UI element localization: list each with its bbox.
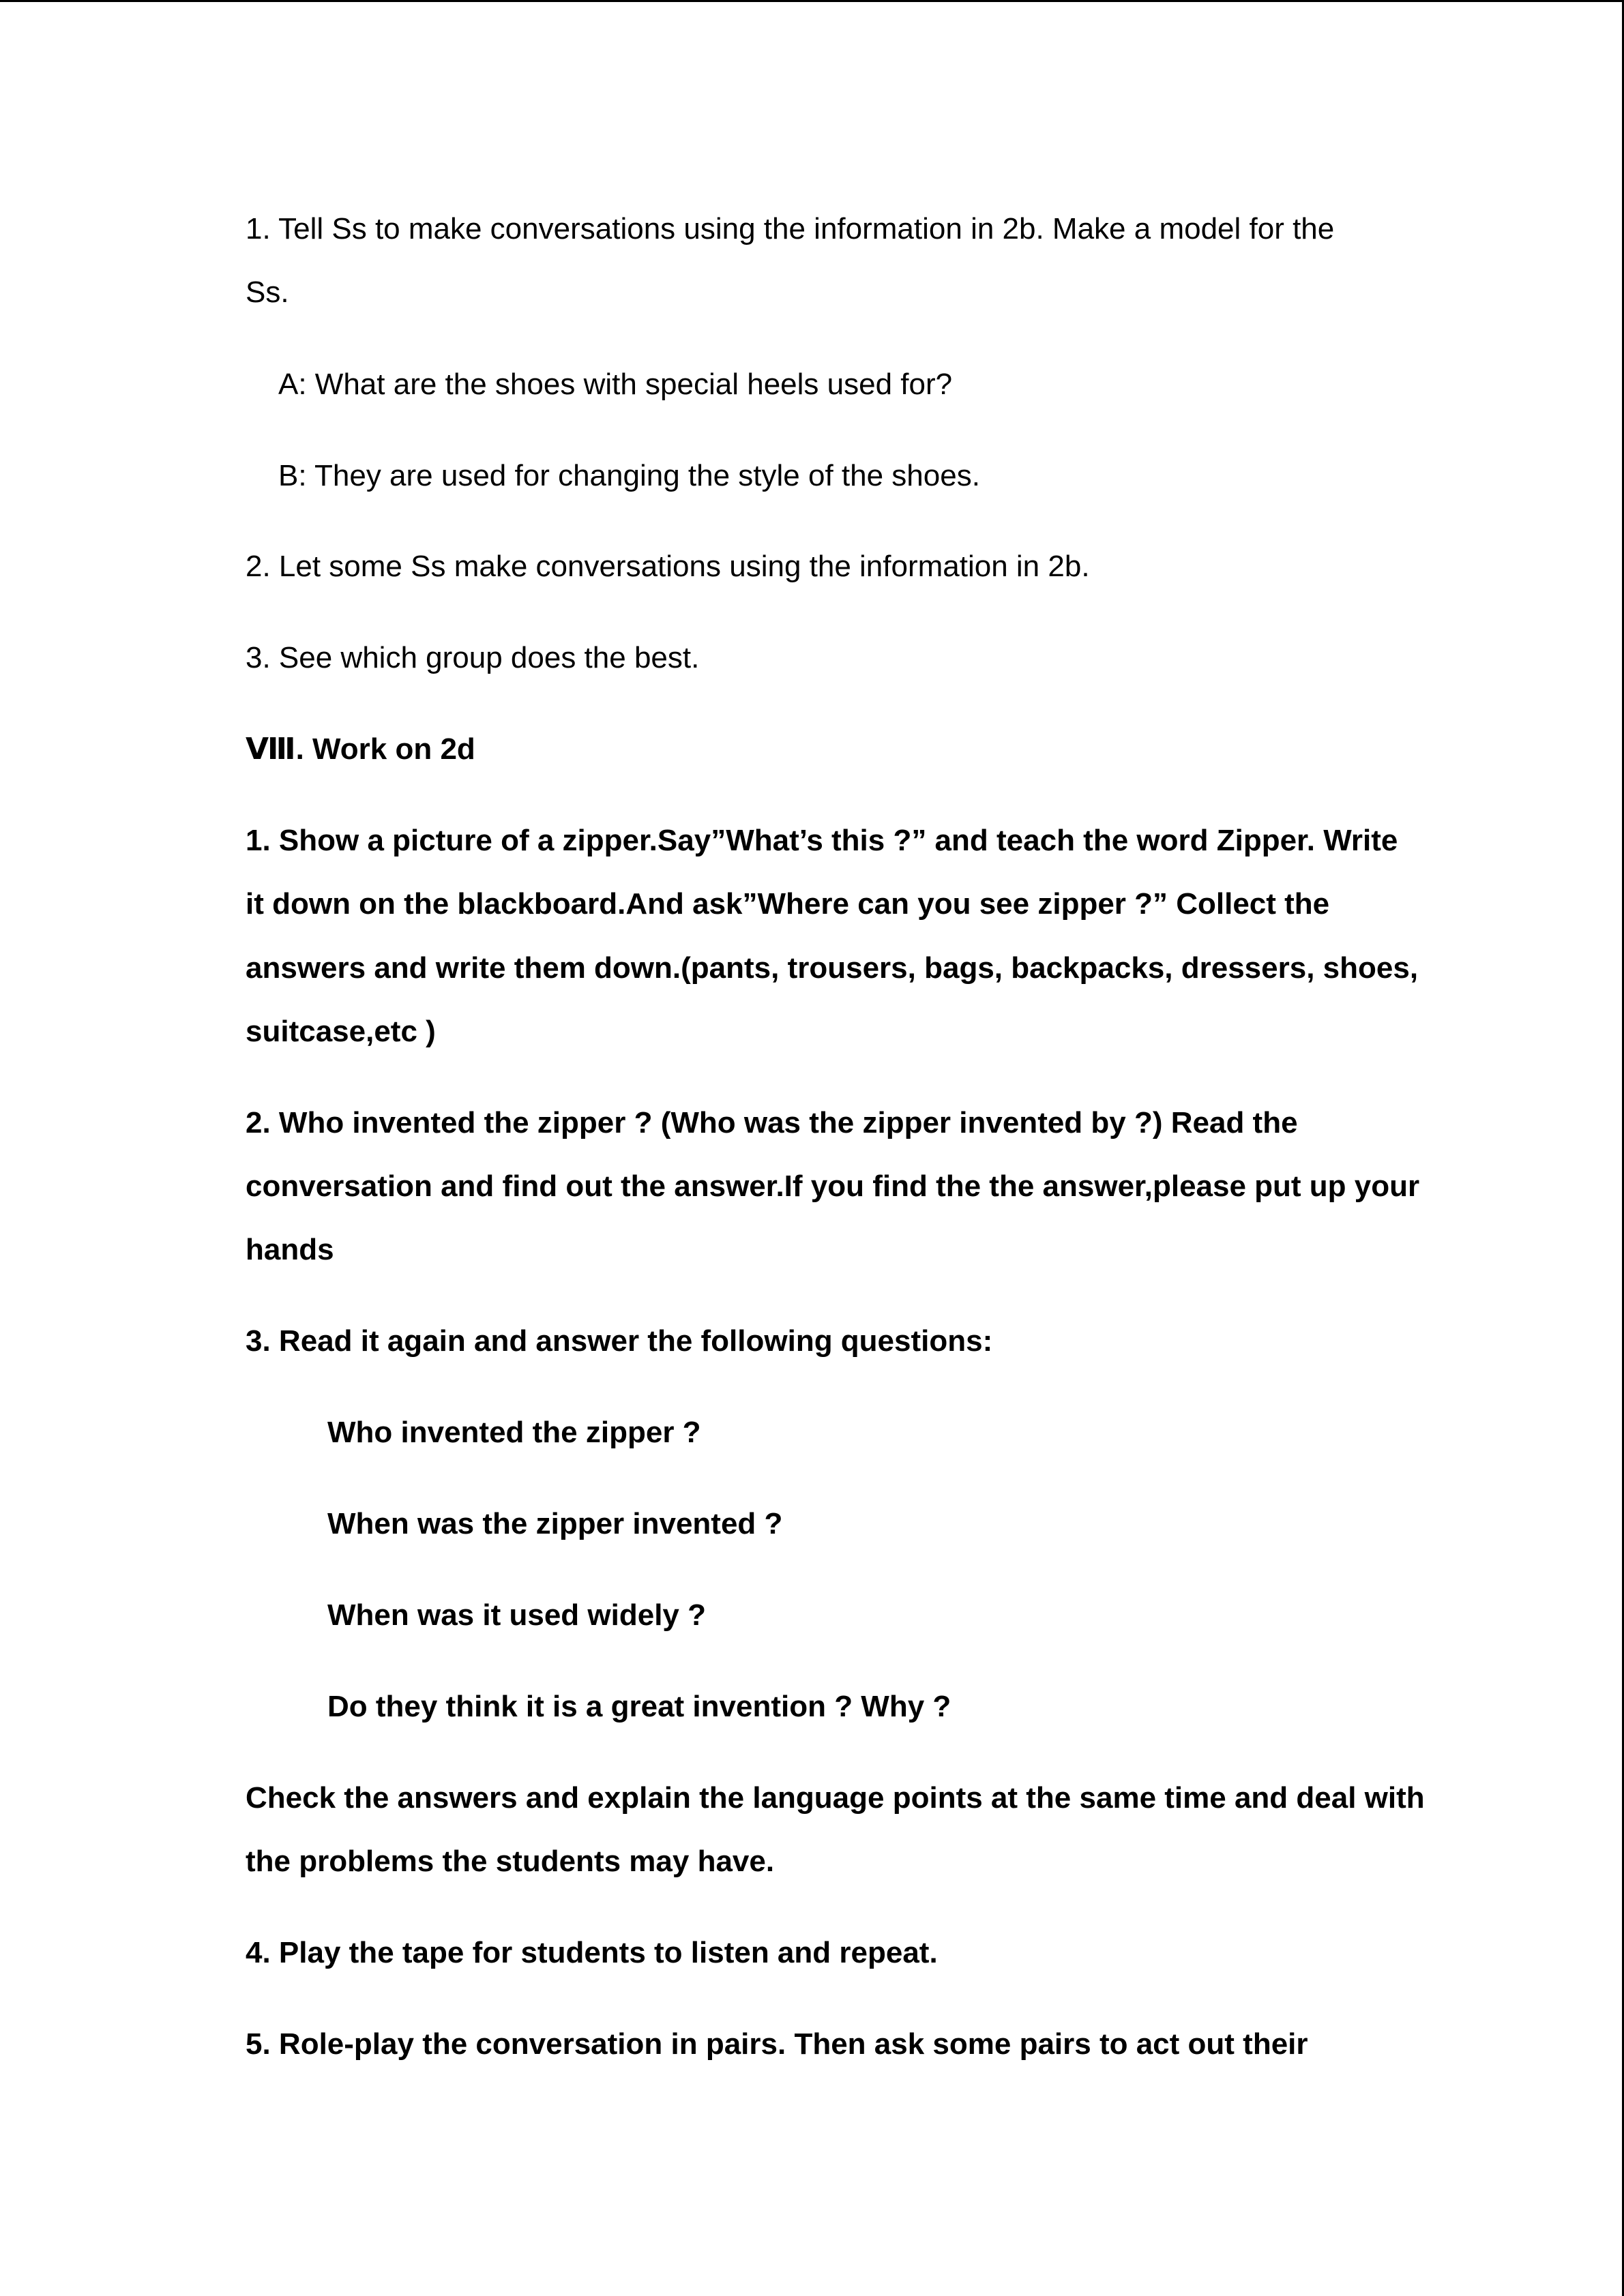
text-line: hands <box>246 1233 334 1266</box>
question-line: Who invented the zipper ? <box>327 1416 701 1449</box>
question-line: When was the zipper invented ? <box>327 1507 783 1540</box>
question-line: When was it used widely ? <box>327 1598 706 1632</box>
text-line: 3. Read it again and answer the following questions: <box>246 1324 993 1358</box>
text-line: it down on the blackboard.And ask”Where can you see zipper ?” Collect the <box>246 887 1330 921</box>
text-line: answers and write them down.(pants, trousers, bags, backpacks, dressers, shoes, <box>246 951 1419 985</box>
text-line: 1. Show a picture of a zipper.Say”What’s this ?” and teach the word Zipper. Write <box>246 824 1398 857</box>
text-line: Check the answers and explain the language points at the same time and deal with <box>246 1781 1425 1815</box>
text-line: 5. Role-play the conversation in pairs. Then ask some pairs to act out their <box>246 2027 1308 2061</box>
text-line: 1. Tell Ss to make conversations using the information in 2b. Make a model for the <box>246 212 1335 245</box>
text-line: conversation and find out the answer.If you find the the answer,please put up your <box>246 1169 1420 1203</box>
text-line: 4. Play the tape for students to listen and repeat. <box>246 1936 938 1969</box>
text-line: Ss. <box>246 275 289 309</box>
text-line: suitcase,etc ) <box>246 1015 436 1048</box>
text-line: 3. See which group does the best. <box>246 641 700 674</box>
text-line: the problems the students may have. <box>246 1845 775 1878</box>
text-line: 2. Let some Ss make conversations using the information in 2b. <box>246 550 1090 583</box>
question-line: Do they think it is a great invention ? Why ? <box>327 1690 951 1723</box>
text-line: A: What are the shoes with special heels used for? <box>278 368 953 401</box>
text-line: B: They are used for changing the style of the shoes. <box>278 459 980 492</box>
section-heading: Ⅷ. Work on 2d <box>246 732 475 766</box>
text-line: 2. Who invented the zipper ? (Who was the zipper invented by ?) Read the <box>246 1106 1298 1139</box>
